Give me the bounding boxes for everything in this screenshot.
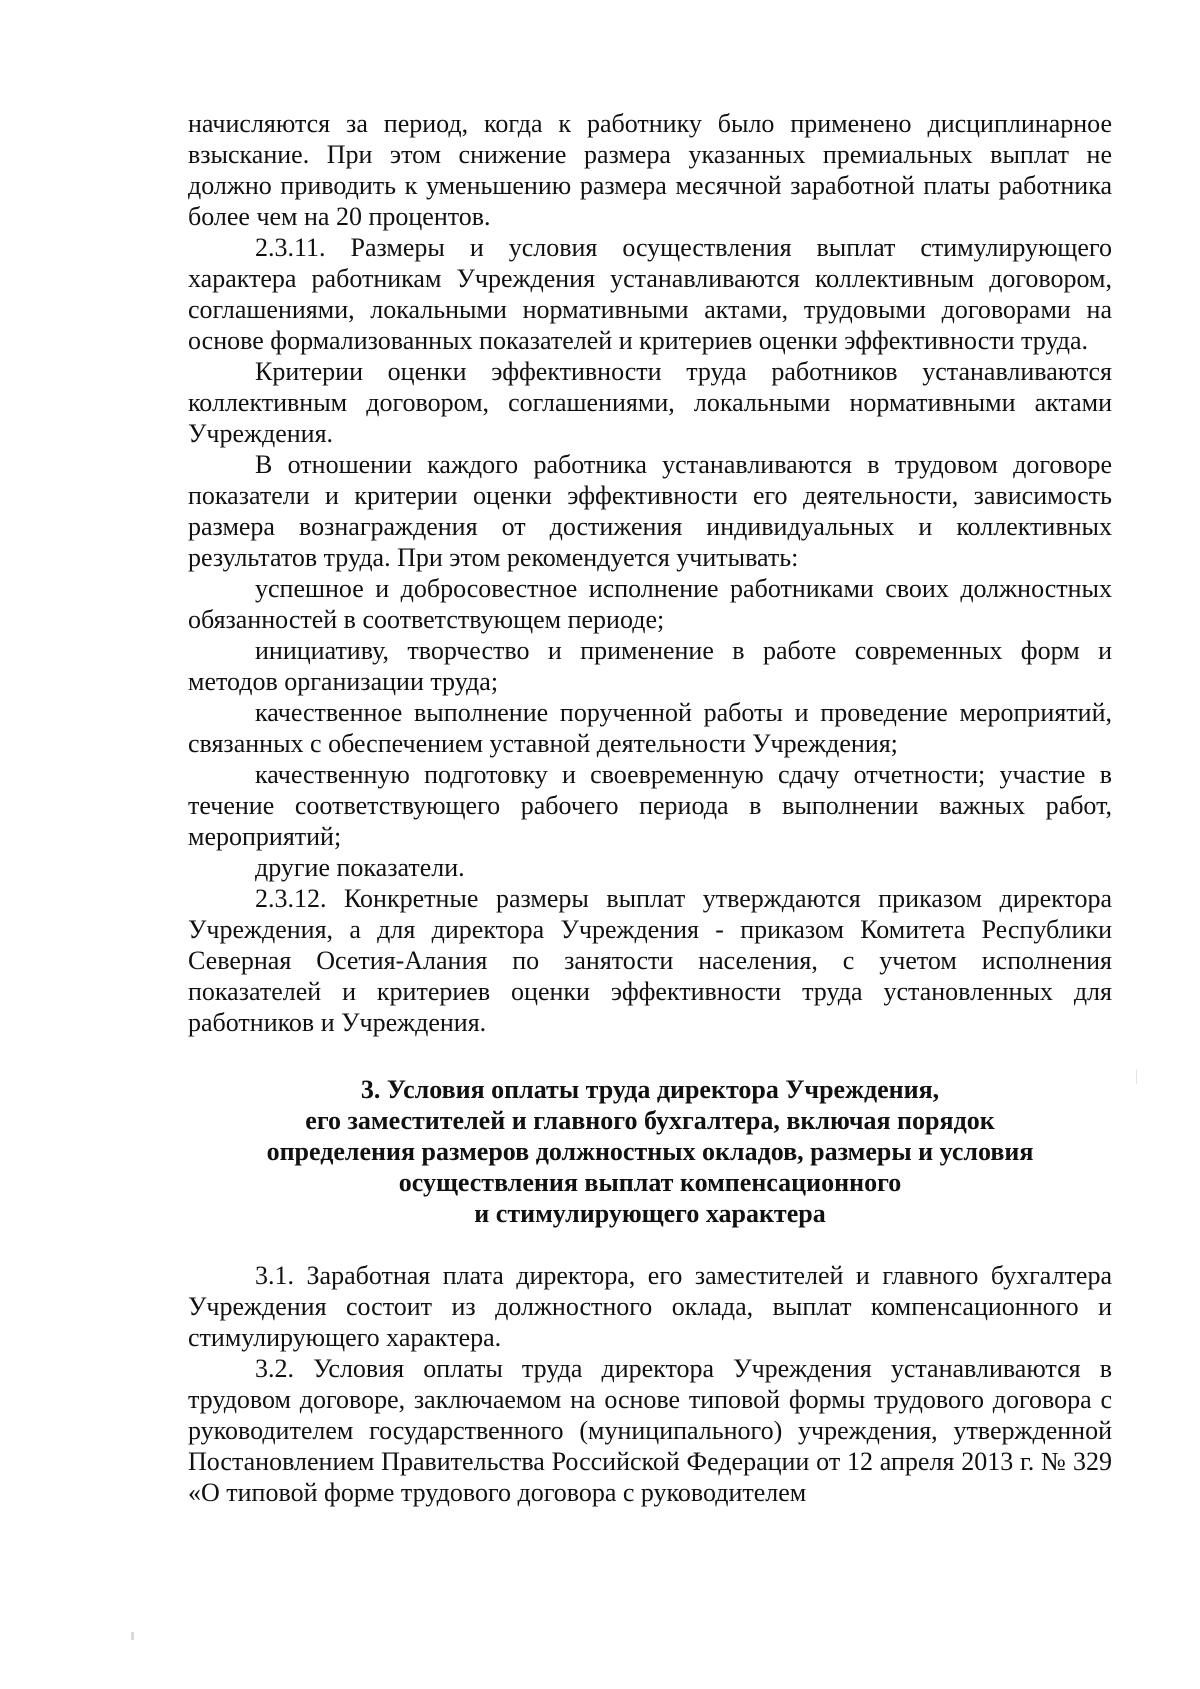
- paragraph: В отношении каждого работника устанавливаются в трудовом договоре показатели и критерии оценки эффективности его деятельности, зависимость размера вознаграждения от достижения индивидуальных и коллективных результатов труда. При этом рекомендуется учитывать:: [188, 450, 1112, 572]
- paragraph: качественное выполнение порученной работы и проведение мероприятий, связанных с обеспечением уставной деятельности Учреждения;: [188, 698, 1112, 758]
- paragraph: другие показатели.: [255, 853, 465, 882]
- paragraphs-after-heading: [188, 1260, 1112, 1508]
- section-heading-line: осуществления выплат компенсационного: [398, 1168, 902, 1197]
- section-heading-line: 3. Условия оплаты труда директора Учреждения,: [360, 1075, 940, 1104]
- section-heading: [188, 1074, 1112, 1229]
- document-body: [188, 108, 1112, 1508]
- scan-artifact: [1136, 1070, 1137, 1084]
- paragraph: 2.3.11. Размеры и условия осуществления выплат стимулирующего характера работникам Учреждения устанавливаются коллективным договором, соглашениями, локальными нормативными актами, трудовыми договорами на основе формализованных показателей и критериев оценки эффективности труда.: [188, 233, 1112, 355]
- paragraph: начисляются за период, когда к работнику было применено дисциплинарное взыскание. При этом снижение размера указанных премиальных выплат не должно приводить к уменьшению размера месячной заработной платы работника более чем на 20 процентов.: [188, 109, 1112, 231]
- paragraph: 3.1. Заработная плата директора, его заместителей и главного бухгалтера Учреждения состоит из должностного оклада, выплат компенсационного и стимулирующего характера.: [188, 1261, 1112, 1352]
- section-heading-line: определения размеров должностных окладов, размеры и условия: [266, 1137, 1034, 1166]
- scan-artifact: [131, 1632, 134, 1640]
- paragraph: инициативу, творчество и применение в работе современных форм и методов организации труда;: [188, 636, 1112, 696]
- paragraph: 2.3.12. Конкретные размеры выплат утверждаются приказом директора Учреждения, а для директора Учреждения - приказом Комитета Республики Северная Осетия-Алания по занятости населения, с учетом исполнения показателей и критериев оценки эффективности труда установленных для работников и Учреждения.: [188, 884, 1112, 1037]
- paragraph: качественную подготовку и своевременную сдачу отчетности; участие в течение соответствующего рабочего периода в выполнении важных работ, мероприятий;: [188, 760, 1112, 851]
- section-heading-line: его заместителей и главного бухгалтера, включая порядок: [305, 1106, 995, 1135]
- paragraph: успешное и добросовестное исполнение работниками своих должностных обязанностей в соответствующем периоде;: [188, 574, 1112, 634]
- paragraph: Критерии оценки эффективности труда работников устанавливаются коллективным договором, соглашениями, локальными нормативными актами Учреждения.: [188, 357, 1112, 448]
- paragraph: 3.2. Условия оплаты труда директора Учреждения устанавливаются в трудовом договоре, заключаемом на основе типовой формы трудового договора с руководителем государственного (муниципального) учреждения, утвержденной Постановлением Правительства Российской Федерации от 12 апреля 2013 г. № 329 «О типовой форме трудового договора с руководителем: [188, 1354, 1112, 1507]
- section-heading-line: и стимулирующего характера: [474, 1199, 826, 1228]
- paragraphs-before-heading: [188, 108, 1112, 1038]
